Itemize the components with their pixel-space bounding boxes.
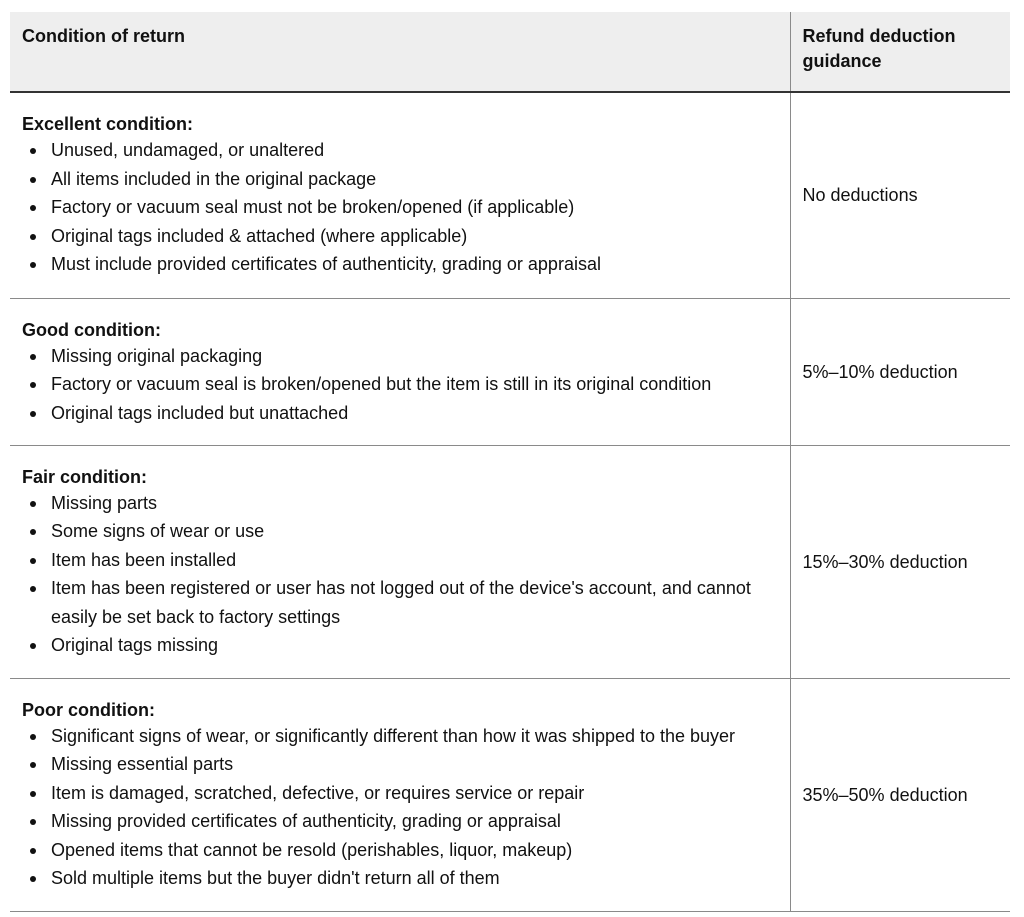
deduction-column-header: Refund deduction guidance: [790, 12, 1010, 92]
table-row-excellent: [10, 92, 1010, 298]
deduction-cell: 5%–10% deduction: [790, 298, 1010, 445]
condition-cell: [10, 445, 790, 678]
deduction-cell: No deductions: [790, 92, 1010, 298]
list-item: Missing provided certificates of authenticity, grading or appraisal: [22, 807, 778, 836]
list-item: Item has been installed: [22, 546, 778, 575]
list-item: Some signs of wear or use: [22, 517, 778, 546]
table-row-good: [10, 298, 1010, 445]
list-item: Original tags included & attached (where applicable): [22, 222, 778, 251]
list-item: Sold multiple items but the buyer didn't return all of them: [22, 864, 778, 893]
list-item: Original tags missing: [22, 631, 778, 660]
list-item: Must include provided certificates of authenticity, grading or appraisal: [22, 250, 778, 279]
list-item: Unused, undamaged, or unaltered: [22, 136, 778, 165]
list-item: All items included in the original package: [22, 165, 778, 194]
list-item: Factory or vacuum seal must not be broken/opened (if applicable): [22, 193, 778, 222]
list-item: Item is damaged, scratched, defective, or requires service or repair: [22, 779, 778, 808]
condition-list: [22, 136, 778, 279]
table-body: [10, 92, 1010, 911]
condition-title: Excellent condition:: [22, 114, 194, 134]
table-row-fair: [10, 445, 1010, 678]
return-condition-table: [10, 12, 1010, 912]
list-item: Item has been registered or user has not logged out of the device's account, and cannot easily be set back to factory settings: [22, 574, 778, 631]
condition-list: [22, 722, 778, 894]
condition-column-header: Condition of return: [10, 12, 790, 92]
condition-list: [22, 342, 778, 428]
condition-title: Fair condition:: [22, 466, 147, 487]
list-item: Factory or vacuum seal is broken/opened but the item is still in its original condition: [22, 370, 778, 399]
table-row-poor: [10, 678, 1010, 911]
list-item: Significant signs of wear, or significantly different than how it was shipped to the buyer: [22, 722, 778, 751]
condition-list: [22, 489, 778, 661]
list-item: Opened items that cannot be resold (perishables, liquor, makeup): [22, 836, 778, 865]
table-header: [10, 12, 1010, 92]
list-item: Missing original packaging: [22, 342, 778, 371]
list-item: Original tags included but unattached: [22, 399, 778, 428]
list-item: Missing essential parts: [22, 750, 778, 779]
deduction-cell: 35%–50% deduction: [790, 678, 1010, 911]
list-item: Missing parts: [22, 489, 778, 518]
condition-title: Poor condition:: [22, 699, 155, 720]
header-row: [10, 12, 1010, 92]
condition-cell: [10, 92, 790, 298]
condition-cell: [10, 678, 790, 911]
condition-cell: [10, 298, 790, 445]
deduction-cell: 15%–30% deduction: [790, 445, 1010, 678]
condition-title: Good condition:: [22, 319, 161, 340]
